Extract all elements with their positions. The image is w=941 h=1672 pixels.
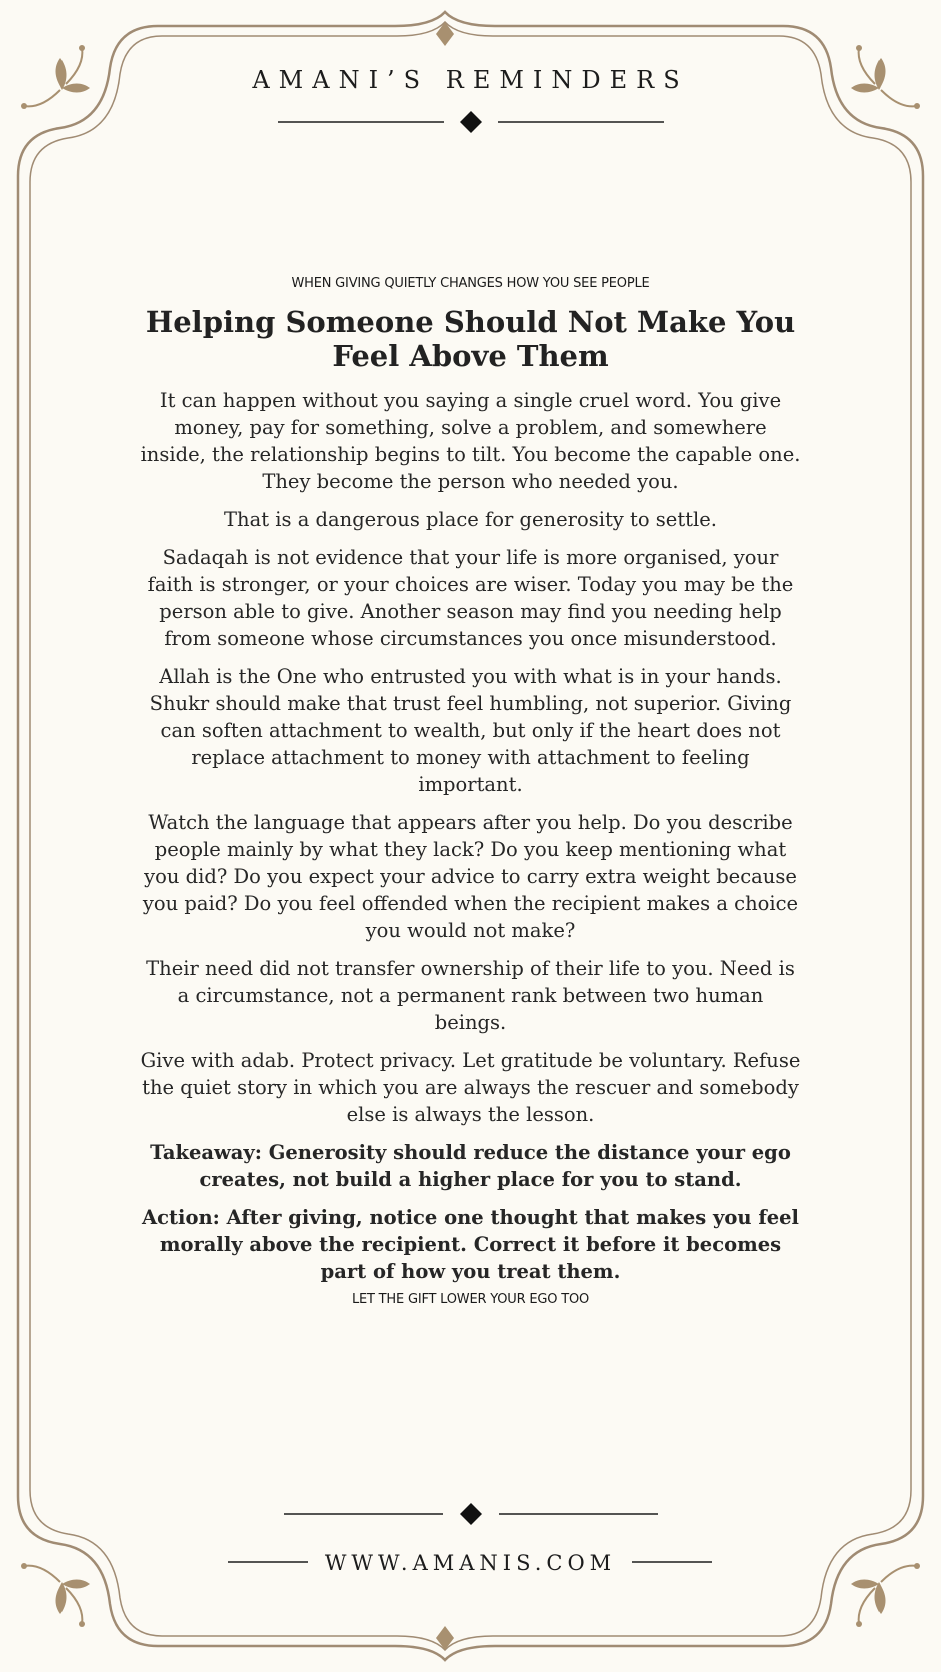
paragraph: Give with adab. Protect privacy. Let gratitude be voluntary. Refuse the quiet story in which you are always the rescuer and somebody else is always the lesson. — [140, 1049, 801, 1126]
article-kicker: WHEN GIVING QUIETLY CHANGES HOW YOU SEE PEOPLE — [291, 276, 650, 291]
action-step: Action: After giving, notice one thought that makes you feel morally above the recipient. Correct it before it becomes part of how you treat them. — [142, 1206, 799, 1283]
diamond-ornament-icon — [436, 22, 454, 46]
article-title: Helping Someone Should Not Make You Feel Above Them — [145, 305, 796, 373]
paragraph: Sadaqah is not evidence that your life is more organised, your faith is stronger, or your choices are wiser. Today you may be the person able to give. Another season may find you needing help from someone whose circumstances you once misunderstood. — [147, 546, 794, 650]
paragraph: Watch the language that appears after you help. Do you describe people mainly by what they lack? Do you keep mentioning what you did? Do you expect your advice to carry extra weight because you paid? Do you feel offended when the recipient makes a choice you would not make? — [142, 811, 799, 942]
diamond-icon — [460, 111, 482, 133]
paragraph: That is a dangerous place for generosity to settle. — [224, 508, 717, 531]
article — [140, 262, 801, 1307]
diamond-ornament-icon — [436, 1626, 454, 1650]
closing-line: LET THE GIFT LOWER YOUR EGO TOO — [351, 1292, 590, 1307]
paragraph: Allah is the One who entrusted you with what is in your hands. Shukr should make that trust feel humbling, not superior. Giving can soften attachment to wealth, but only if the heart does not replace attachment to money with attachment to feeling important. — [149, 665, 792, 796]
takeaway: Takeaway: Generosity should reduce the distance your ego creates, not build a higher place for you to stand. — [150, 1141, 791, 1191]
brand-title: AMANI’S REMINDERS — [252, 66, 689, 94]
paragraph: Their need did not transfer ownership of their life to you. Need is a circumstance, not a permanent rank between two human beings. — [146, 957, 795, 1034]
website-url: WWW.AMANIS.COM — [324, 1551, 617, 1575]
paragraph: It can happen without you saying a single cruel word. You give money, pay for something, solve a problem, and somewhere inside, the relationship begins to tilt. You become the capable one. They become the person who needed you. — [140, 389, 801, 493]
diamond-icon — [460, 1503, 482, 1525]
